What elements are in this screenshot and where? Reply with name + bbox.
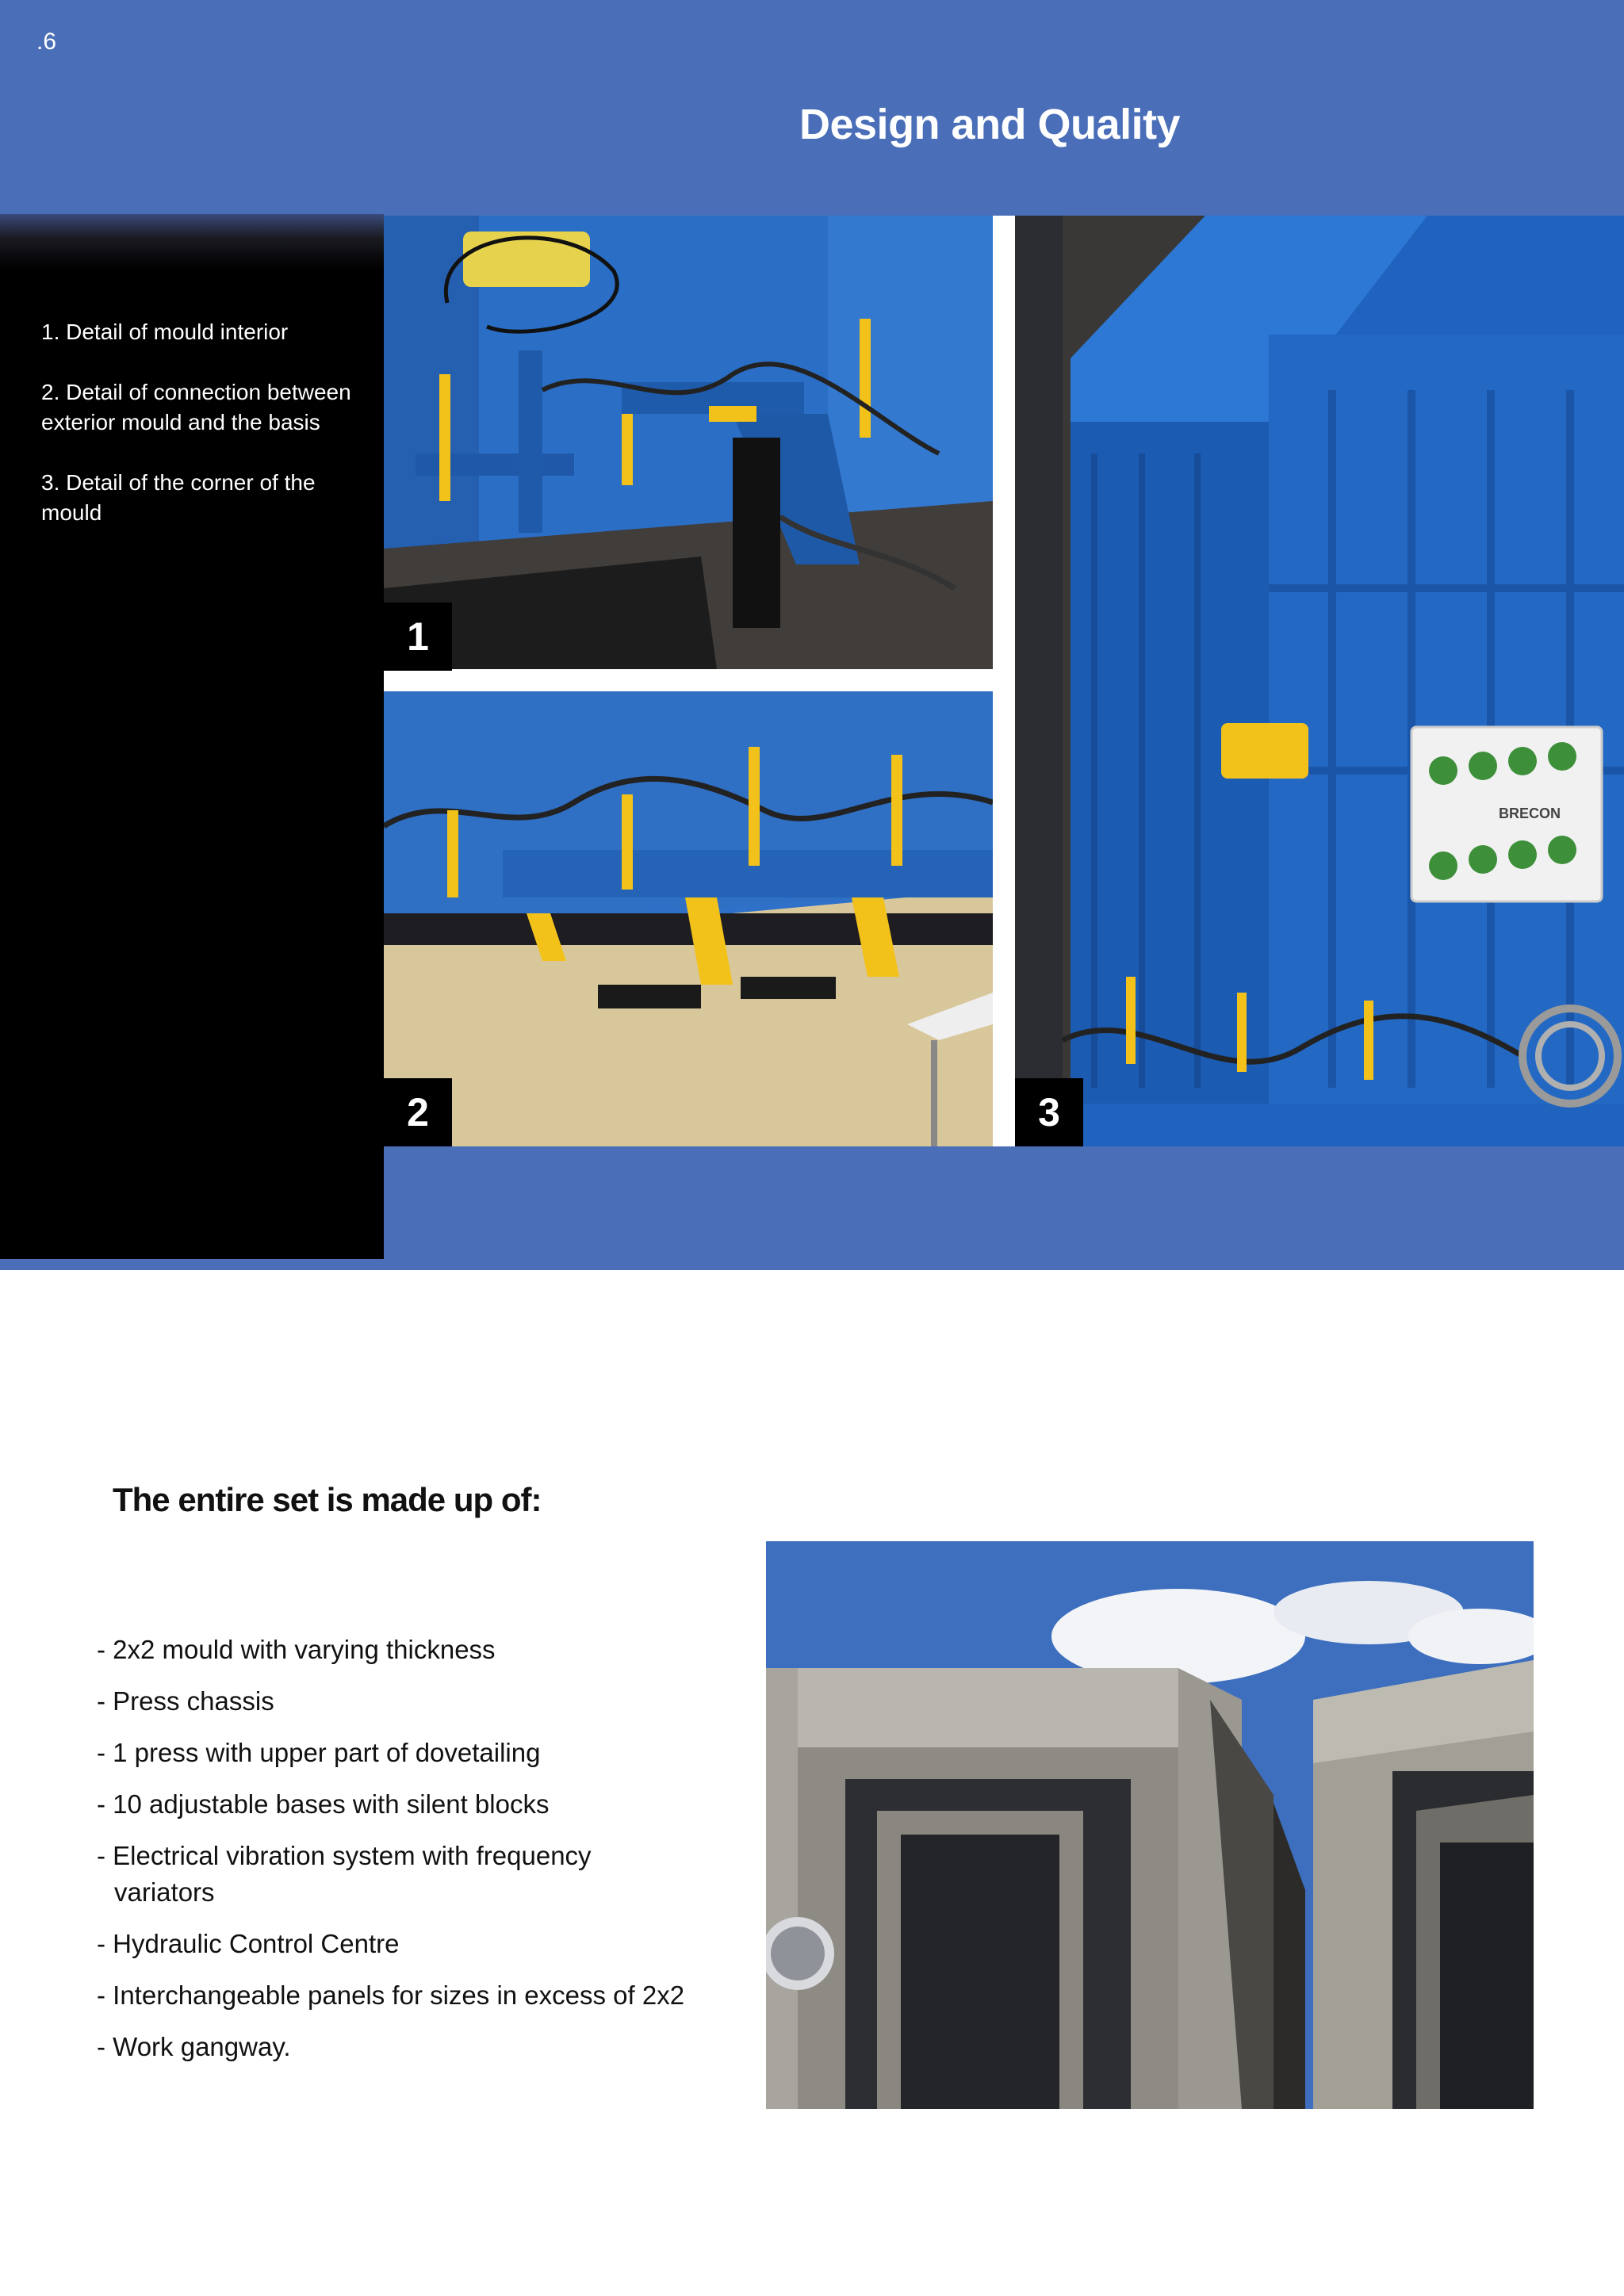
photo-badge-3: 3 <box>1015 1078 1083 1146</box>
photo-concrete-products <box>766 1541 1534 2109</box>
mould-connection-illustration <box>384 691 993 1146</box>
caption-1: 1. Detail of mould interior <box>41 320 289 344</box>
list-item: - Electrical vibration system with frequency variators <box>97 1841 592 1907</box>
photo-divider-vertical <box>993 216 1015 1146</box>
page-number: .6 <box>36 29 57 55</box>
list-item: - Hydraulic Control Centre <box>97 1929 400 1958</box>
page-title: Design and Quality <box>799 101 1181 148</box>
captions-list <box>41 317 374 558</box>
photo-mould-interior <box>384 216 993 669</box>
mould-corner-illustration <box>1015 216 1624 1146</box>
concrete-products-illustration <box>766 1541 1534 2109</box>
list-item: - Work gangway. <box>97 2032 291 2061</box>
list-item: - 1 press with upper part of dovetailing <box>97 1738 541 1767</box>
photo-mould-connection <box>384 691 993 1146</box>
composition-heading: The entire set is made up of: <box>113 1481 542 1518</box>
list-item: - 10 adjustable bases with silent blocks <box>97 1789 550 1819</box>
list-item: - Press chassis <box>97 1686 274 1716</box>
caption-2: 2. Detail of connection between exterior mould and the basis <box>41 380 351 434</box>
photo-badge-1: 1 <box>384 603 452 671</box>
brand-label: BRECON <box>1499 806 1561 821</box>
composition-list <box>97 1632 731 2080</box>
caption-3: 3. Detail of the corner of the mould <box>41 470 316 525</box>
photo-mould-corner <box>1015 216 1624 1146</box>
photo-divider-horizontal <box>384 669 993 691</box>
mould-interior-illustration <box>384 216 993 669</box>
list-item: - 2x2 mould with varying thickness <box>97 1635 496 1664</box>
list-item: - Interchangeable panels for sizes in excess of 2x2 <box>97 1980 685 2010</box>
photo-badge-2: 2 <box>384 1078 452 1146</box>
